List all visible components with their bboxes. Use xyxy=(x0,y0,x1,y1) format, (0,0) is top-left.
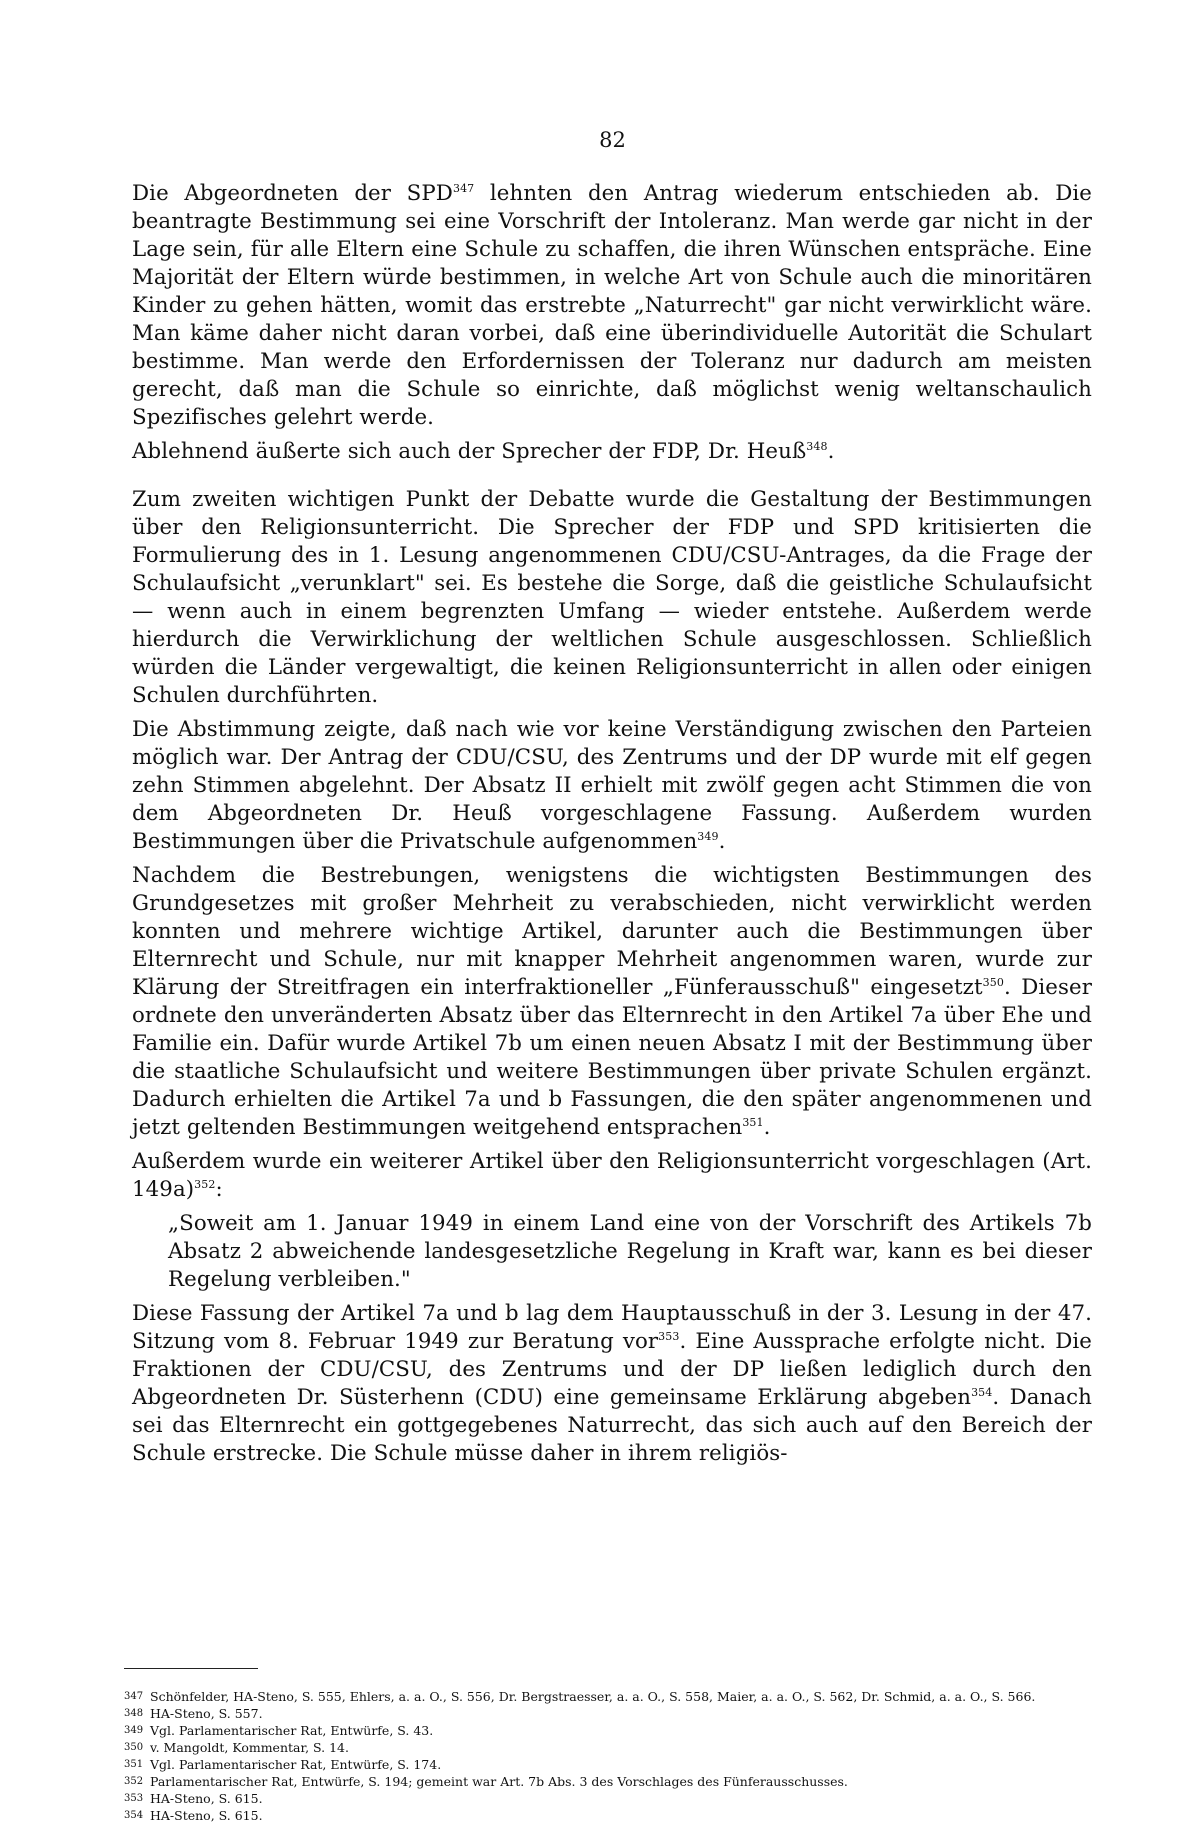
footnote-ref: 347 xyxy=(452,182,475,195)
footnote-number: 354 xyxy=(124,1810,144,1821)
paragraph xyxy=(132,862,1092,1142)
text-run: lehnten den Antrag wiederum entschieden ab. Die beantragte Bestimmung sei eine Vorschrift der Intoleranz. Man werde gar nicht in der Lage sein, für alle Eltern eine Schule zu schaffen, die ihren Wünschen entspräche. Eine Majorität der Eltern würde bestimmen, in welche Art von Schule auch die minoritären Kinder zu gehen hätten, womit das erstrebte „Naturrecht" gar nicht verwirklicht wäre. Man käme daher nicht daran vorbei, daß eine überindividuelle Autorität die Schulart bestimme. Man werde den Erfordernissen der Toleranz nur dadurch am meisten gerecht, daß man die Schule so einrichte, daß möglichst wenig weltanschaulich Spezifisches gelehrt werde. xyxy=(132,181,1092,430)
footnote xyxy=(124,1722,1094,1739)
footnote xyxy=(124,1705,1094,1722)
footnote-number: 350 xyxy=(124,1742,144,1753)
footnote-text: HA-Steno, S. 615. xyxy=(150,1791,263,1806)
footnote-number: 348 xyxy=(124,1708,144,1719)
footnote xyxy=(124,1773,1094,1790)
footnote-ref: 348 xyxy=(806,440,828,453)
text-run: Außerdem wurde ein weiterer Artikel über den Religionsunterricht vorgeschlagen (Art. 149a) xyxy=(132,1149,1092,1202)
footnote-number: 347 xyxy=(124,1691,144,1702)
footnote xyxy=(124,1739,1094,1756)
footnote-ref: 351 xyxy=(742,1116,764,1129)
footnote-text: v. Mangoldt, Kommentar, S. 14. xyxy=(150,1740,349,1755)
text-run: Nachdem die Bestrebungen, wenigstens die wichtigsten Bestimmungen des Grundgesetzes mit großer Mehrheit zu verabschieden, nicht verwirklicht werden konnten und mehrere wichtige Artikel, darunter auch die Bestimmungen über Elternrecht und Schule, nur mit knapper Mehrheit angenommen waren, wurde zur Klärung der Streitfragen ein interfraktioneller „Fünferausschuß" eingesetzt xyxy=(132,863,1092,1000)
footnote-ref: 354 xyxy=(971,1386,993,1399)
footnote-number: 352 xyxy=(124,1776,144,1787)
footnote-ref: 349 xyxy=(697,830,719,843)
footnote-ref: 353 xyxy=(658,1330,680,1343)
paragraph xyxy=(132,1148,1092,1204)
footnote-number: 351 xyxy=(124,1759,144,1770)
text-run: Die Abstimmung zeigte, daß nach wie vor keine Verständigung zwischen den Parteien möglich war. Der Antrag der CDU/CSU, des Zentrums und der DP wurde mit elf gegen zehn Stimmen abgelehnt. Der Absatz II erhielt mit zwölf gegen acht Stimmen die von dem Abgeordneten Dr. Heuß vorgeschlagene Fassung. Außerdem wurden Bestimmungen über die Privatschule aufgenommen xyxy=(132,717,1092,854)
text-run: . xyxy=(827,439,835,464)
text-run: Die Abgeordneten der SPD xyxy=(132,181,453,206)
text-run: . Dieser ordnete den unveränderten Absatz über das Elternrecht in den Artikel 7a über Ehe und Familie ein. Dafür wurde Artikel 7b um einen neuen Absatz I mit der Bestimmung über die staatliche Schulaufsicht und weitere Bestimmungen über private Schulen ergänzt. Dadurch erhielten die Artikel 7a und b Fassungen, die den später angenommenen und jetzt geltenden Bestimmungen weitgehend entsprachen xyxy=(132,975,1093,1140)
footnote-number: 353 xyxy=(124,1793,144,1804)
paragraph xyxy=(132,1300,1092,1468)
footnote-ref: 352 xyxy=(194,1178,216,1191)
footnote-text: Vgl. Parlamentarischer Rat, Entwürfe, S. 174. xyxy=(150,1757,442,1772)
text-run: : xyxy=(215,1177,223,1202)
text-run: „Soweit am 1. Januar 1949 in einem Land eine von der Vorschrift des Artikels 7b Absatz 2 abweichende landesgesetzliche Regelung in Kraft war, kann es bei dieser Regelung verbleiben." xyxy=(168,1211,1092,1292)
footnotes xyxy=(124,1688,1094,1824)
block-quote xyxy=(168,1210,1092,1294)
text-run: . Eine Aussprache erfolgte nicht. Die Fraktionen der CDU/CSU, des Zentrums und der DP ließen lediglich durch den Abgeordneten Dr. Süsterhenn (CDU) eine gemeinsame Erklärung abgeben xyxy=(132,1329,1092,1410)
text-run: . Danach sei das Elternrecht ein gottgegebenes Naturrecht, das sich auch auf den Bereich der Schule erstrecke. Die Schule müsse daher in ihrem religiös- xyxy=(132,1385,1092,1466)
paragraph xyxy=(132,438,1092,466)
footnote-text: HA-Steno, S. 615. xyxy=(150,1808,263,1823)
text-run: Diese Fassung der Artikel 7a und b lag dem Hauptausschuß in der 3. Lesung in der 47. Sitzung vom 8. Februar 1949 zur Beratung vor xyxy=(132,1301,1092,1354)
page-number: 82 xyxy=(599,128,626,152)
footnote-text: HA-Steno, S. 557. xyxy=(150,1706,263,1721)
text-run: Zum zweiten wichtigen Punkt der Debatte wurde die Gestaltung der Bestimmungen über den Religionsunterricht. Die Sprecher der FDP und SPD kritisierten die Formulierung des in 1. Lesung angenommenen CDU/CSU-Antrages, da die Frage der Schulaufsicht „verunklart" sei. Es bestehe die Sorge, daß die geistliche Schulaufsicht — wenn auch in einem begrenzten Umfang — wieder entstehe. Außerdem werde hierdurch die Verwirklichung der weltlichen Schule ausgeschlossen. Schließlich würden die Länder vergewaltigt, die keinen Religionsunterricht in allen oder einigen Schulen durchführten. xyxy=(132,487,1092,708)
footnote xyxy=(124,1688,1094,1705)
footnote xyxy=(124,1807,1094,1824)
paragraph xyxy=(132,180,1092,432)
text-run: . xyxy=(718,829,726,854)
text-run: . xyxy=(763,1115,771,1140)
footnote xyxy=(124,1756,1094,1773)
footnote xyxy=(124,1790,1094,1807)
footnote-number: 349 xyxy=(124,1725,144,1736)
footnote-text: Parlamentarischer Rat, Entwürfe, S. 194; gemeint war Art. 7b Abs. 3 des Vorschlages des Fünferausschusses. xyxy=(150,1774,848,1789)
paragraph xyxy=(132,486,1092,710)
paragraph xyxy=(132,716,1092,856)
body-text xyxy=(132,180,1092,1468)
footnote-text: Vgl. Parlamentarischer Rat, Entwürfe, S. 43. xyxy=(150,1723,434,1738)
footnote-ref: 350 xyxy=(982,976,1004,989)
footnote-text: Schönfelder, HA-Steno, S. 555, Ehlers, a. a. O., S. 556, Dr. Bergstraesser, a. a. O., S. 558, Maier, a. a. O., S. 562, Dr. Schmid, a. a. O., S. 566. xyxy=(150,1689,1036,1704)
footnote-divider xyxy=(124,1668,258,1669)
text-run: Ablehnend äußerte sich auch der Sprecher der FDP, Dr. Heuß xyxy=(132,439,807,464)
